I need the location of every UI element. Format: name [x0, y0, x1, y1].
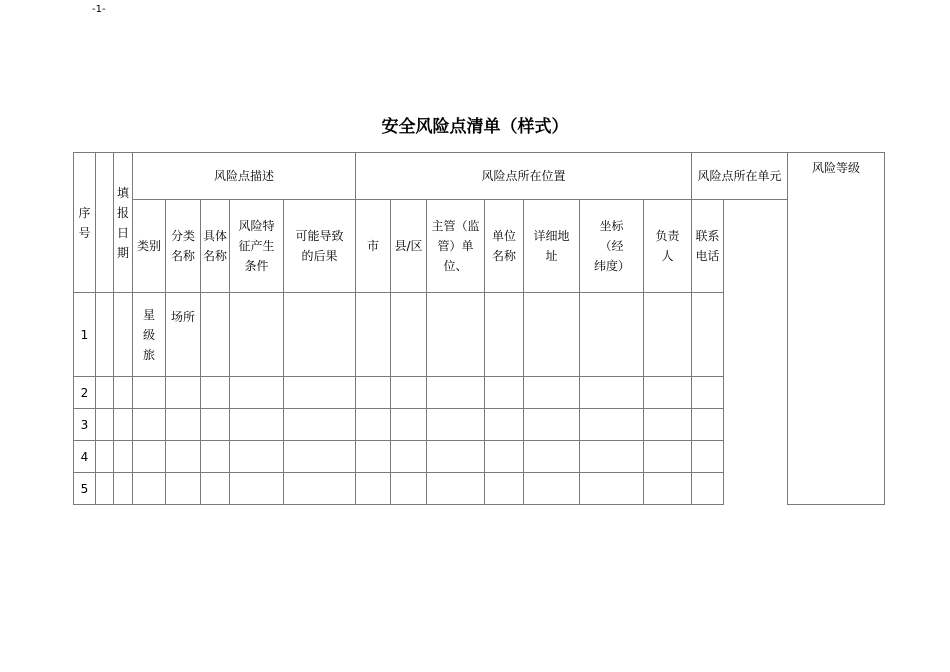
header-location: 风险点所在位置 — [356, 153, 692, 200]
table-row — [74, 473, 885, 505]
header-address: 详细地址 — [524, 200, 580, 293]
cell — [356, 377, 391, 409]
cell — [230, 441, 284, 473]
header-person-in-charge: 负责人 — [644, 200, 692, 293]
cell — [692, 409, 724, 441]
cell — [201, 377, 230, 409]
cell — [201, 441, 230, 473]
cell — [524, 473, 580, 505]
header-risk-description: 风险点描述 — [133, 153, 356, 200]
cell — [524, 441, 580, 473]
cell — [96, 377, 114, 409]
risk-point-table — [73, 152, 885, 505]
cell — [166, 441, 201, 473]
cell — [580, 473, 644, 505]
header-row-sub — [74, 200, 885, 293]
cell — [166, 377, 201, 409]
cell-seq: 3 — [74, 409, 96, 441]
cell — [96, 441, 114, 473]
cell — [580, 377, 644, 409]
cell — [580, 441, 644, 473]
header-unit: 风险点所在单元 — [692, 153, 788, 200]
cell — [644, 409, 692, 441]
cell — [96, 293, 114, 377]
cell — [485, 377, 524, 409]
cell — [133, 473, 166, 505]
cell — [391, 293, 427, 377]
cell — [114, 377, 133, 409]
cell — [114, 441, 133, 473]
table-row — [74, 377, 885, 409]
header-category: 类别 — [133, 200, 166, 293]
header-specific-name: 具体名称 — [201, 200, 230, 293]
cell — [356, 441, 391, 473]
cell — [692, 377, 724, 409]
header-blank — [96, 153, 114, 293]
cell — [427, 409, 485, 441]
cell — [427, 377, 485, 409]
cell — [201, 409, 230, 441]
cell — [356, 409, 391, 441]
cell — [644, 473, 692, 505]
cell — [391, 441, 427, 473]
cell — [284, 473, 356, 505]
header-city: 市 — [356, 200, 391, 293]
cell — [427, 441, 485, 473]
table-row — [74, 293, 885, 377]
header-unit-name: 单位名称 — [485, 200, 524, 293]
header-risk-feature: 风险特征产生条件 — [230, 200, 284, 293]
cell — [230, 293, 284, 377]
header-risk-level: 风险等级 — [788, 153, 885, 505]
header-supervisor: 主管（监管）单位、 — [427, 200, 485, 293]
cell — [524, 377, 580, 409]
cell — [692, 441, 724, 473]
cell — [644, 441, 692, 473]
header-sub-category: 分类名称 — [166, 200, 201, 293]
header-fill-date: 填报日期 — [114, 153, 133, 293]
cell — [284, 409, 356, 441]
cell-category: 星级旅 — [133, 293, 166, 377]
cell — [485, 473, 524, 505]
cell — [230, 377, 284, 409]
table-row — [74, 441, 885, 473]
cell — [133, 441, 166, 473]
cell — [692, 473, 724, 505]
cell — [201, 293, 230, 377]
header-phone: 联系电话 — [692, 200, 724, 293]
cell — [485, 409, 524, 441]
cell — [356, 293, 391, 377]
cell — [133, 377, 166, 409]
cell — [485, 441, 524, 473]
cell — [485, 293, 524, 377]
cell — [230, 473, 284, 505]
cell — [580, 409, 644, 441]
cell-seq: 5 — [74, 473, 96, 505]
header-county: 县/区 — [391, 200, 427, 293]
header-consequence: 可能导致的后果 — [284, 200, 356, 293]
cell-seq: 1 — [74, 293, 96, 377]
header-seq: 序号 — [74, 153, 96, 293]
cell — [166, 473, 201, 505]
cell-seq: 4 — [74, 441, 96, 473]
cell — [230, 409, 284, 441]
header-row-top — [74, 153, 885, 200]
cell — [524, 409, 580, 441]
cell — [644, 377, 692, 409]
cell — [201, 473, 230, 505]
cell — [391, 409, 427, 441]
cell — [166, 409, 201, 441]
cell — [692, 293, 724, 377]
cell — [96, 409, 114, 441]
cell — [284, 377, 356, 409]
table-row — [74, 409, 885, 441]
cell — [96, 473, 114, 505]
cell — [391, 473, 427, 505]
document-title: 安全风险点清单（样式） — [381, 117, 569, 137]
page-number: -1- — [92, 4, 106, 15]
cell — [114, 293, 133, 377]
cell — [133, 409, 166, 441]
cell — [356, 473, 391, 505]
cell — [284, 441, 356, 473]
cell-seq: 2 — [74, 377, 96, 409]
cell — [427, 473, 485, 505]
cell-sub-category: 场所 — [166, 293, 201, 377]
cell — [644, 293, 692, 377]
cell — [524, 293, 580, 377]
cell — [427, 293, 485, 377]
cell — [284, 293, 356, 377]
cell — [391, 377, 427, 409]
header-coordinates: 坐标（经纬度） — [580, 200, 644, 293]
cell — [580, 293, 644, 377]
cell — [114, 473, 133, 505]
cell — [114, 409, 133, 441]
